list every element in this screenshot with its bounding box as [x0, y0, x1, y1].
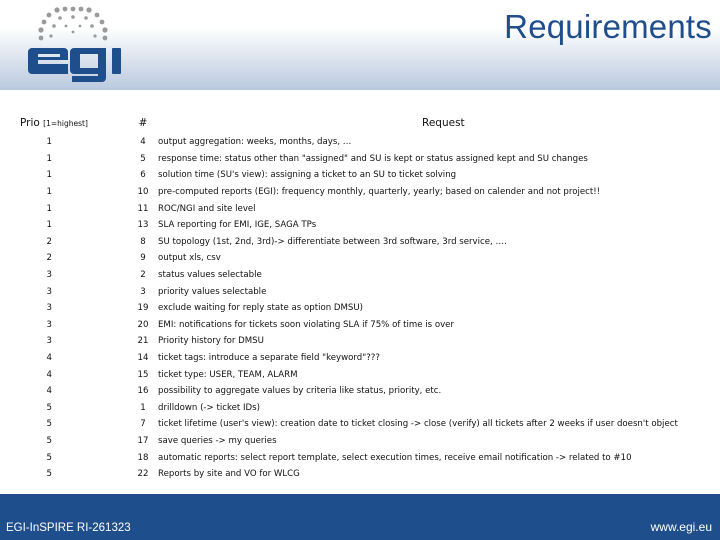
request-cell: SLA reporting for EMI, IGE, SAGA TPs — [158, 220, 317, 231]
table-row — [0, 466, 720, 483]
number-cell: 10 — [137, 187, 149, 198]
prio-value: 3 — [46, 336, 52, 347]
prio-value: 1 — [46, 170, 52, 181]
request-cell: ROC/NGI and site level — [158, 203, 256, 214]
number-cell: 1 — [140, 402, 146, 413]
number-cell: 6 — [140, 170, 146, 181]
number-cell: 15 — [137, 369, 149, 380]
table-row — [0, 283, 720, 300]
prio-cell — [0, 234, 130, 251]
prio-value: 2 — [46, 236, 52, 247]
prio-value: 1 — [46, 203, 52, 214]
request-cell: output aggregation: weeks, months, days, … — [158, 137, 352, 148]
table-row — [0, 300, 720, 317]
number-cell: 3 — [140, 286, 146, 297]
prio-value: 2 — [46, 253, 52, 264]
request-cell: ticket lifetime (user's view): creation date to ticket closing -> close (verify) all tickets after 2 weeks if user doesn't object — [158, 419, 678, 430]
table-row — [0, 200, 720, 217]
request-cell: drilldown (-> ticket IDs) — [158, 402, 260, 413]
footer-website: www.egi.eu — [650, 520, 712, 534]
request-cell: EMI: notifications for tickets soon violating SLA if 75% of time is over — [158, 319, 455, 330]
request-cell: ticket tags: introduce a separate field "keyword"??? — [158, 353, 380, 364]
request-cell: pre-computed reports (EGI): frequency monthly, quarterly, yearly; based on calender and not project!! — [158, 187, 601, 198]
egi-logo — [18, 4, 136, 82]
prio-cell — [0, 300, 130, 317]
prio-value: 3 — [46, 286, 52, 297]
number-cell: 20 — [137, 319, 149, 330]
prio-cell — [0, 267, 130, 284]
footer-project-id: EGI-InSPIRE RI-261323 — [6, 522, 131, 534]
prio-value: 5 — [46, 435, 52, 446]
prio-value: 3 — [46, 270, 52, 281]
prio-value: 1 — [46, 220, 52, 231]
request-cell: automatic reports: select report template, select execution times, receive email notification -> related to #10 — [158, 452, 632, 463]
prio-value: 5 — [46, 469, 52, 480]
prio-cell — [0, 433, 130, 450]
request-cell: Reports by site and VO for WLCG — [158, 469, 300, 480]
prio-cell — [0, 400, 130, 417]
prio-cell — [0, 383, 130, 400]
request-cell: ticket type: USER, TEAM, ALARM — [158, 369, 298, 380]
prio-value: 1 — [46, 137, 52, 148]
request-cell: solution time (SU's view): assigning a ticket to an SU to ticket solving — [158, 170, 457, 181]
prio-cell — [0, 466, 130, 483]
table-row — [0, 167, 720, 184]
table-row — [0, 250, 720, 267]
header-prio-label: Prio — [20, 117, 40, 129]
prio-value: 3 — [46, 303, 52, 314]
request-cell: response time: status other than "assigned" and SU is kept or status assigned kept and SU changes — [158, 153, 588, 164]
number-cell: 18 — [137, 452, 149, 463]
table-header-row — [0, 112, 720, 134]
number-cell: 11 — [137, 203, 149, 214]
table-row — [0, 433, 720, 450]
table-row — [0, 234, 720, 251]
table-row — [0, 134, 720, 151]
table-row — [0, 333, 720, 350]
table-row — [0, 317, 720, 334]
header-request: Request — [422, 117, 465, 129]
slide-title: Requirements — [504, 8, 712, 45]
prio-cell — [0, 184, 130, 201]
prio-cell — [0, 333, 130, 350]
header-prio — [0, 112, 130, 134]
table-body — [0, 134, 720, 482]
prio-value: 3 — [46, 319, 52, 330]
slide-footer — [0, 494, 720, 540]
prio-value: 1 — [46, 153, 52, 164]
request-cell: priority values selectable — [158, 286, 267, 297]
number-cell: 5 — [140, 153, 146, 164]
prio-cell — [0, 449, 130, 466]
prio-value: 5 — [46, 419, 52, 430]
table-row — [0, 151, 720, 168]
number-cell: 17 — [137, 435, 149, 446]
number-cell: 7 — [140, 419, 146, 430]
table-row — [0, 383, 720, 400]
number-cell: 14 — [137, 353, 149, 364]
prio-cell — [0, 350, 130, 367]
table-row — [0, 366, 720, 383]
table-row — [0, 217, 720, 234]
prio-cell — [0, 217, 130, 234]
prio-cell — [0, 250, 130, 267]
prio-cell — [0, 283, 130, 300]
number-cell: 9 — [140, 253, 146, 264]
prio-value: 5 — [46, 452, 52, 463]
number-cell: 8 — [140, 236, 146, 247]
prio-value: 5 — [46, 402, 52, 413]
request-cell: save queries -> my queries — [158, 435, 277, 446]
prio-cell — [0, 416, 130, 433]
slide-header — [0, 0, 720, 90]
number-cell: 2 — [140, 270, 146, 281]
prio-cell — [0, 167, 130, 184]
number-cell: 19 — [137, 303, 149, 314]
number-cell: 21 — [137, 336, 149, 347]
prio-cell — [0, 366, 130, 383]
number-cell: 22 — [137, 469, 149, 480]
request-cell: possibility to aggregate values by criteria like status, priority, etc. — [158, 386, 442, 397]
prio-cell — [0, 317, 130, 334]
requirements-table — [0, 112, 720, 482]
prio-cell — [0, 200, 130, 217]
request-cell: output xls, csv — [158, 253, 221, 264]
table-row — [0, 400, 720, 417]
prio-value: 1 — [46, 187, 52, 198]
table-row — [0, 416, 720, 433]
prio-value: 4 — [46, 353, 52, 364]
number-cell: 13 — [137, 220, 149, 231]
prio-value: 4 — [46, 386, 52, 397]
header-number: # — [138, 117, 148, 129]
table-row — [0, 449, 720, 466]
table-row — [0, 350, 720, 367]
number-cell: 16 — [137, 386, 149, 397]
request-cell: status values selectable — [158, 270, 262, 281]
prio-cell — [0, 134, 130, 151]
request-cell: exclude waiting for reply state as option DMSU) — [158, 303, 364, 314]
request-cell: Priority history for DMSU — [158, 336, 264, 347]
prio-cell — [0, 151, 130, 168]
table-row — [0, 184, 720, 201]
request-cell: SU topology (1st, 2nd, 3rd)-> differentiate between 3rd software, 3rd service, …. — [158, 236, 507, 247]
prio-value: 4 — [46, 369, 52, 380]
table-row — [0, 267, 720, 284]
header-prio-note: [1=highest] — [43, 119, 88, 128]
number-cell: 4 — [140, 137, 146, 148]
